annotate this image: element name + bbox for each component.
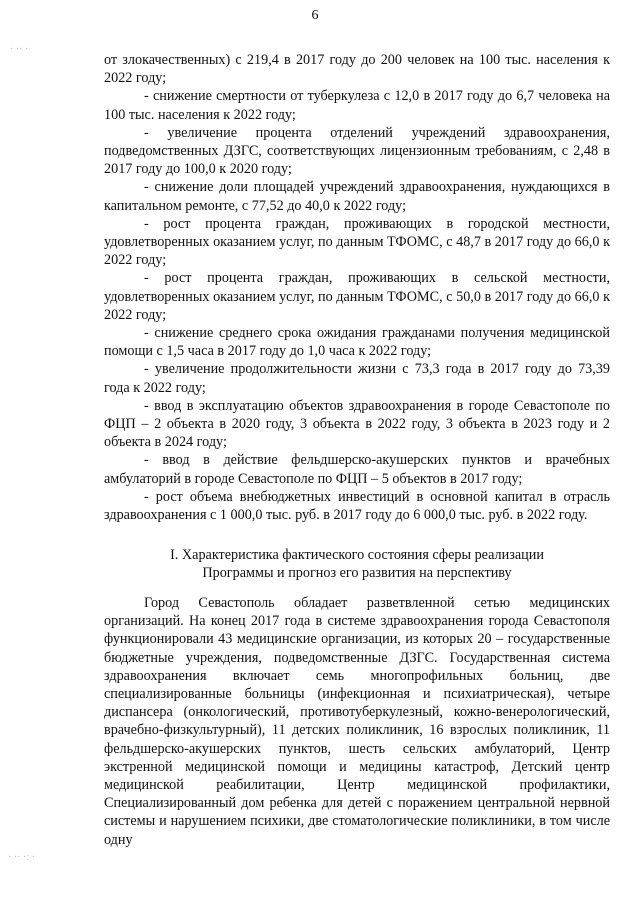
list-item: - увеличение процента отделений учреждений здравоохранения, подведомственных ДЗГС, соответствующих лицензионным требованиям, с 2,48 в 2017 году до 100,0 к 2020 году; — [104, 124, 610, 178]
list-item: - ввод в эксплуатацию объектов здравоохранения в городе Севастополе по ФЦП – 2 объекта в 2020 году, 3 объекта в 2022 году, 3 объекта в 2023 году и 2 объекта в 2024 году; — [104, 397, 610, 451]
list-item: - ввод в действие фельдшерско-акушерских пунктов и врачебных амбулаторий в городе Севастополе по ФЦП – 5 объектов в 2017 году; — [104, 452, 610, 487]
list-item: - рост процента граждан, проживающих в городской местности, удовлетворенных оказанием услуг, по данным ТФОМС, с 48,7 в 2017 году до 66,0 к 2022 году; — [104, 215, 610, 269]
target-indicators-list — [104, 51, 610, 524]
scan-speck: · ·· ·: · — [8, 852, 35, 863]
list-item: - рост процента граждан, проживающих в сельской местности, удовлетворенных оказанием услуг, по данным ТФОМС, с 50,0 в 2017 году до 66,0 к 2022 году; — [104, 270, 610, 323]
page-number: 6 — [311, 8, 319, 23]
section-heading-line2: Программы и прогноз его развития на перспективу — [202, 565, 512, 582]
list-item: - снижение доли площадей учреждений здравоохранения, нуждающихся в капитальном ремонте, с 77,52 до 40,0 к 2022 году; — [104, 179, 610, 214]
section-heading — [104, 546, 610, 582]
section-heading-line1: I. Характеристика фактического состояния сферы реализации — [170, 547, 544, 563]
body-paragraph: Город Севастополь обладает разветвленной сетью медицинских организаций. На конец 2017 года в системе здравоохранения города Севастополя функционировали 43 медицинские организации, из которых 20 – государственные бюджетные учреждения, подведомственные ДЗГС. Государственная система здравоохранения включает семь многопрофильных больниц, две специализированные больницы (инфекционная и психиатрическая), четыре диспансера (онкологический, противотуберкулезный, кожно-венерологический, врачебно-физкультурный), 11 детских поликлиник, 16 взрослых поликлиник, 11 фельдшерско-акушерских пунктов, шесть сельских амбулаторий, Центр экстренной медицинской помощи и медицины катастроф, Детский центр медицинской реабилитации, Центр медицинской профилактики, Специализированный дом ребенка для детей с поражением центральной нервной системы и нарушением психики, две стоматологические поликлиники, в том числе одну — [104, 595, 610, 848]
list-item: - снижение смертности от туберкулеза с 12,0 в 2017 году до 6,7 человека на 100 тыс. населения к 2022 году; — [104, 88, 610, 123]
body-text — [104, 594, 610, 849]
list-item-continuation: от злокачественных) с 219,4 в 2017 году до 200 человек на 100 тыс. населения к 2022 году; — [104, 52, 610, 87]
list-item: - рост объема внебюджетных инвестиций в основной капитал в отрасль здравоохранения с 1 000,0 тыс. руб. в 2017 году до 6 000,0 тыс. руб. в 2022 году. — [104, 488, 610, 524]
scan-speck: · ·· · — [10, 44, 29, 55]
list-item: - снижение среднего срока ожидания гражданами получения медицинской помощи с 1,5 часа в 2017 году до 1,0 часа к 2022 году; — [104, 325, 610, 360]
list-item: - увеличение продолжительности жизни с 73,3 года в 2017 году до 73,39 года к 2022 году; — [104, 361, 610, 396]
